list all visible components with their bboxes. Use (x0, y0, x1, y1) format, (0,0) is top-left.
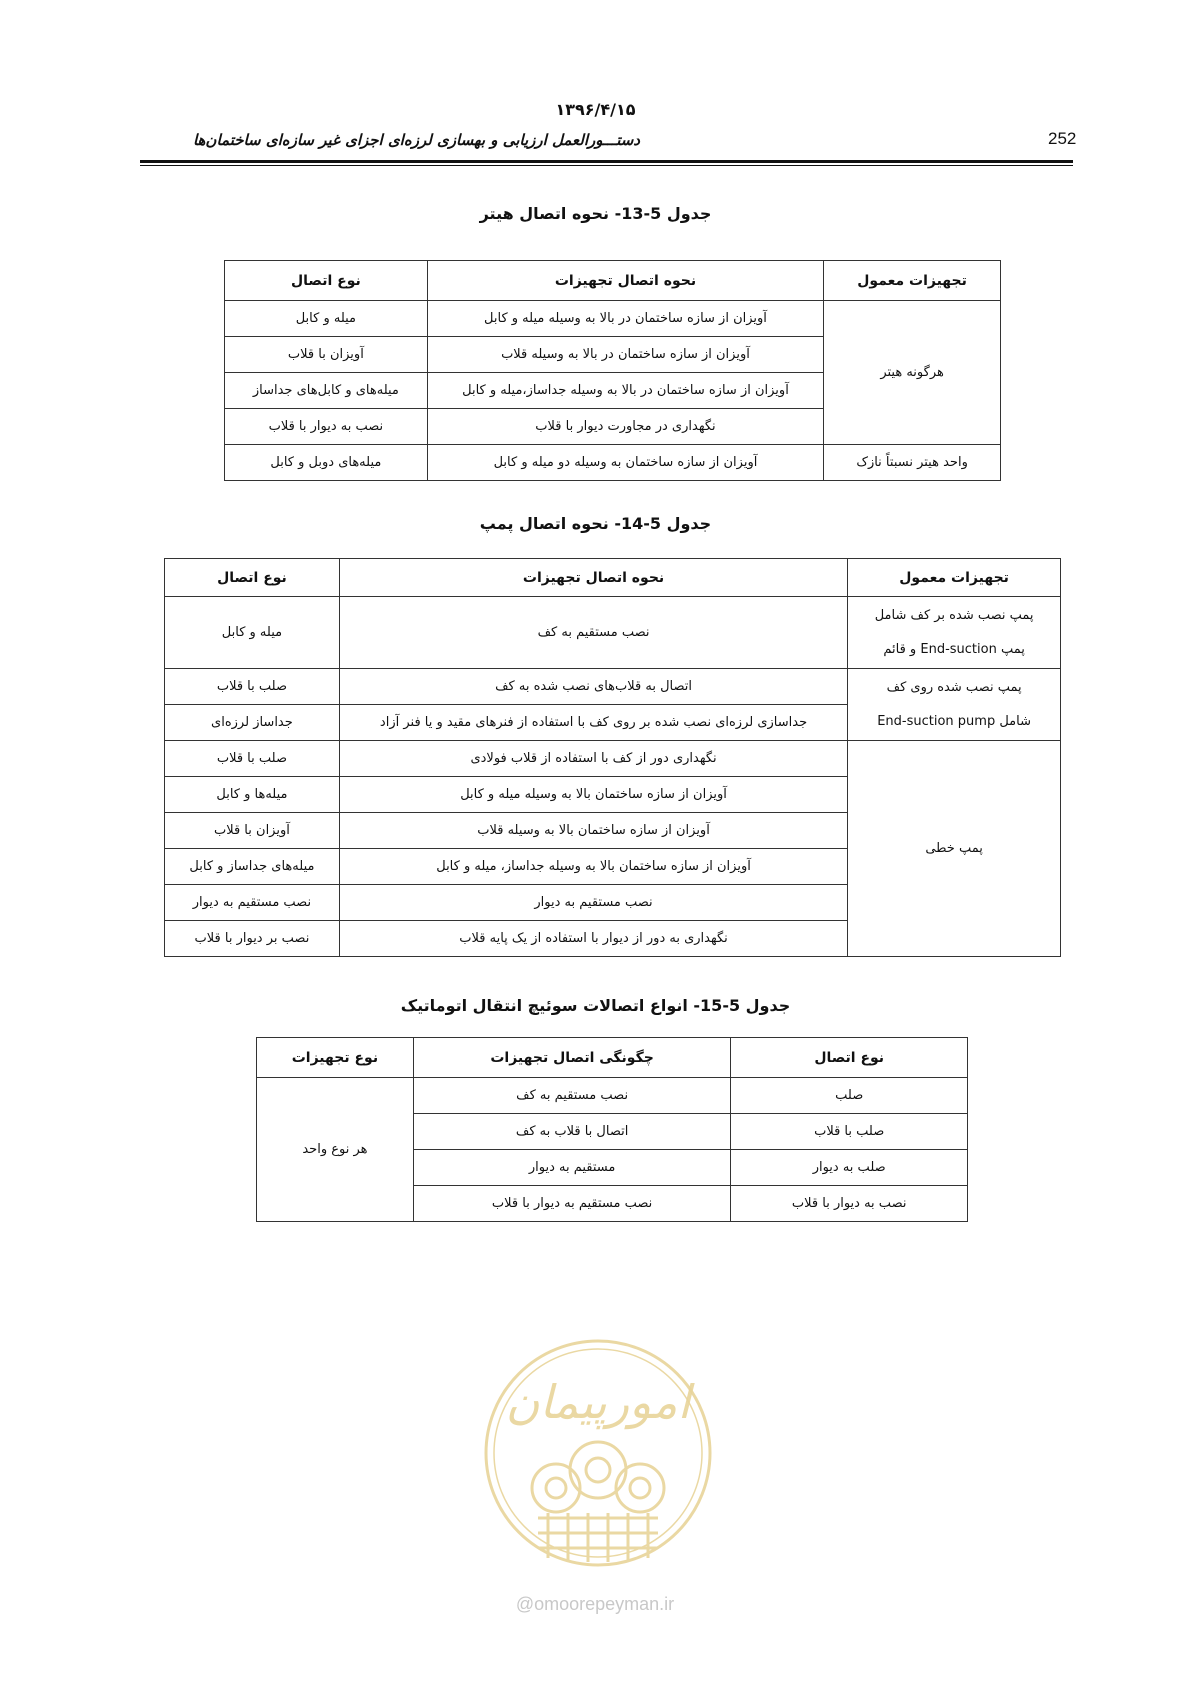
column-header: نحوه اتصال تجهیزات (427, 261, 823, 301)
column-header: نوع اتصال (165, 559, 340, 597)
table-row (225, 445, 1001, 481)
table-header-row (165, 559, 1061, 597)
type-cell: نصب مستقیم به دیوار (165, 885, 340, 921)
type-cell: میله و کابل (225, 301, 428, 337)
type-cell: نصب بر دیوار با قلاب (165, 921, 340, 957)
equipment-cell: هر نوع واحد (257, 1078, 414, 1222)
type-cell: صلب به دیوار (731, 1150, 968, 1186)
table-row (257, 1078, 968, 1114)
method-cell: نصب مستقیم به دیوار (339, 885, 847, 921)
method-cell: نگهداری به دور از دیوار با استفاده از یک پایه قلاب (339, 921, 847, 957)
page-date: ۱۳۹۶/۴/۱۵ (555, 100, 636, 119)
method-cell: آویزان از سازه ساختمان بالا به وسیله قلاب (339, 813, 847, 849)
method-cell: آویزان از سازه ساختمان در بالا به وسیله جداساز،میله و کابل (427, 373, 823, 409)
column-header: چگونگی اتصال تجهیزات (413, 1038, 731, 1078)
method-cell: آویزان از سازه ساختمان به وسیله دو میله و کابل (427, 445, 823, 481)
table-13 (224, 260, 1001, 481)
method-cell: اتصال با قلاب به کف (413, 1114, 731, 1150)
watermark-logo (478, 1318, 718, 1588)
table-13-caption: جدول 5-13- نحوه اتصال هیتر (479, 204, 712, 223)
equipment-cell: هرگونه هیتر (824, 301, 1001, 445)
method-cell: نصب مستقیم به دیوار با قلاب (413, 1186, 731, 1222)
type-cell: نصب به دیوار با قلاب (731, 1186, 968, 1222)
table-row (165, 597, 1061, 669)
method-cell: آویزان از سازه ساختمان در بالا به وسیله قلاب (427, 337, 823, 373)
equipment-line: پمپ End-suction و قائم (883, 641, 1025, 657)
column-header: تجهیزات معمول (848, 559, 1061, 597)
column-header: نوع تجهیزات (257, 1038, 414, 1078)
table-15 (256, 1037, 968, 1222)
column-header: نوع اتصال (731, 1038, 968, 1078)
watermark-site: @omoorepeyman.ir (515, 1594, 675, 1614)
equipment-line: پمپ نصب شده روی کف (886, 679, 1022, 695)
type-cell: جداساز لرزه‌ای (165, 705, 340, 741)
equipment-cell (848, 669, 1061, 741)
equipment-cell: واحد هیتر نسبتاً نازک (824, 445, 1001, 481)
equipment-cell: پمپ خطی (848, 741, 1061, 957)
method-cell: اتصال به قلاب‌های نصب شده به کف (339, 669, 847, 705)
table-row (225, 301, 1001, 337)
type-cell: صلب (731, 1078, 968, 1114)
method-cell: نصب مستقیم به کف (413, 1078, 731, 1114)
method-cell: نصب مستقیم به کف (339, 597, 847, 669)
column-header: تجهیزات معمول (824, 261, 1001, 301)
type-cell: میله‌های جداساز و کابل (165, 849, 340, 885)
watermark-logo-script: امورپیمان (505, 1375, 691, 1429)
equipment-line: شامل End-suction pump (877, 713, 1031, 729)
type-cell: صلب با قلاب (165, 669, 340, 705)
header-rule-thin (140, 165, 1073, 166)
type-cell: آویزان با قلاب (225, 337, 428, 373)
method-cell: مستقیم به دیوار (413, 1150, 731, 1186)
table-row (165, 741, 1061, 777)
type-cell: صلب با قلاب (165, 741, 340, 777)
column-header: نوع اتصال (225, 261, 428, 301)
equipment-line: پمپ نصب شده بر کف شامل (874, 607, 1034, 623)
method-cell: نگهداری دور از کف با استفاده از قلاب فولادی (339, 741, 847, 777)
column-header: نحوه اتصال تجهیزات (339, 559, 847, 597)
type-cell: میله‌های و کابل‌های جداساز (225, 373, 428, 409)
type-cell: میله و کابل (165, 597, 340, 669)
equipment-cell (848, 597, 1061, 669)
method-cell: آویزان از سازه ساختمان بالا به وسیله جداساز، میله و کابل (339, 849, 847, 885)
type-cell: نصب به دیوار با قلاب (225, 409, 428, 445)
table-15-caption: جدول 5-15- انواع اتصالات سوئیچ انتقال اتوماتیک (400, 996, 791, 1015)
method-cell: آویزان از سازه ساختمان در بالا به وسیله میله و کابل (427, 301, 823, 337)
method-cell: آویزان از سازه ساختمان بالا به وسیله میله و کابل (339, 777, 847, 813)
type-cell: میله‌ها و کابل (165, 777, 340, 813)
table-header-row (257, 1038, 968, 1078)
type-cell: میله‌های دوبل و کابل (225, 445, 428, 481)
table-row (165, 669, 1061, 705)
table-14 (164, 558, 1061, 957)
table-14-caption: جدول 5-14- نحوه اتصال پمپ (479, 514, 712, 533)
running-title: دستـــورالعمل ارزیابی و بهسازی لرزه‌ای اجزای غیر سازه‌ای ساختمان‌ها (192, 131, 640, 149)
type-cell: آویزان با قلاب (165, 813, 340, 849)
method-cell: نگهداری در مجاورت دیوار با قلاب (427, 409, 823, 445)
table-header-row (225, 261, 1001, 301)
type-cell: صلب با قلاب (731, 1114, 968, 1150)
method-cell: جداسازی لرزه‌ای نصب شده بر روی کف با استفاده از فنرهای مقید و یا فنر آزاد (339, 705, 847, 741)
header-rule (140, 160, 1073, 163)
page-number: 252 (1048, 129, 1077, 148)
